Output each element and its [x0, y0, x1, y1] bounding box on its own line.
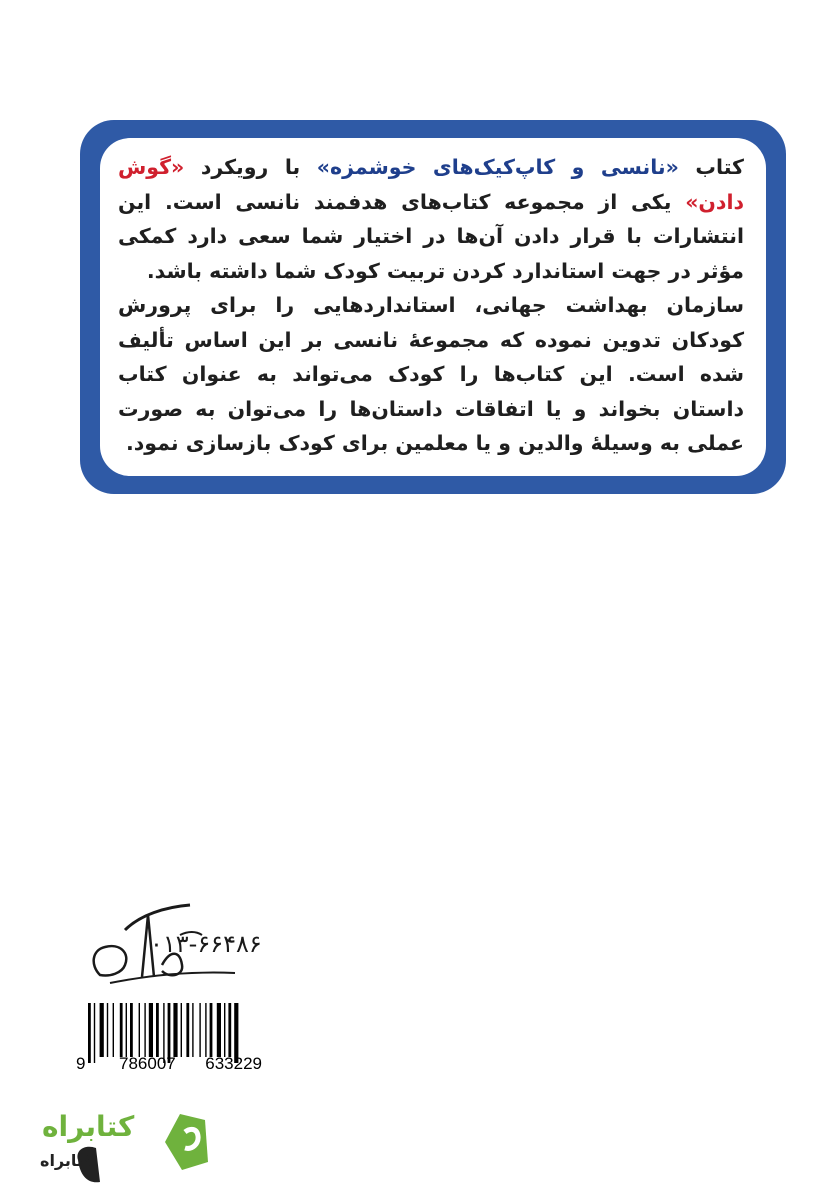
barcode-bar	[217, 1003, 221, 1057]
publisher-phone: ۰۱۳-۶۶۴۸۶	[150, 930, 262, 958]
approach-label: «گوش دادن»	[118, 155, 744, 214]
barcode-bar	[139, 1003, 140, 1057]
barcode-bar	[144, 1003, 145, 1057]
barcode-bar	[181, 1003, 182, 1057]
barcode-bar	[228, 1003, 231, 1057]
barcode-bar	[100, 1003, 104, 1057]
barcode-bar	[126, 1003, 127, 1057]
barcode-bar	[156, 1003, 159, 1057]
barcode-bar	[120, 1003, 123, 1057]
description-text	[118, 150, 744, 461]
ketabrah-brand: کتابراه	[42, 1110, 135, 1143]
barcode-bar	[224, 1003, 225, 1057]
isbn-group-1: 786007	[119, 1054, 176, 1073]
barcode-bar	[210, 1003, 213, 1057]
barcode-bar	[199, 1003, 200, 1057]
intro-prefix: کتاب	[678, 155, 744, 179]
isbn-first-digit: 9	[76, 1054, 86, 1073]
description-paragraph-2: سازمان بهداشت جهانی، استانداردهایی را برای پرورش کودکان تدوین نموده که مجموعهٔ نانسی بر این اساس تألیف شده است. این کتاب‌ها را کودک می‌تواند به عنوان کتاب داستان بخواند و یا اتفاقات داستان‌ها را می‌توان به صورت عملی به وسیلهٔ والدین و یا معلمین برای کودک بازسازی نمود.	[118, 293, 744, 455]
barcode-bar	[186, 1003, 189, 1057]
barcode-bar	[113, 1003, 114, 1057]
approach-text: با رویکرد	[184, 155, 317, 179]
description-frame	[80, 120, 786, 494]
barcode-bar	[205, 1003, 206, 1057]
barcode-bar	[173, 1003, 177, 1057]
ketabrah-brand-small: کتابراه	[40, 1151, 93, 1170]
barcode-bar	[130, 1003, 133, 1057]
barcode-bar	[107, 1003, 108, 1057]
barcode-bar	[149, 1003, 153, 1057]
description-paragraph-1	[118, 150, 744, 288]
isbn-group-2: 633229	[205, 1054, 262, 1073]
description-box	[100, 138, 766, 476]
isbn-number	[76, 1054, 262, 1074]
paragraph-1-body: یکی از مجموعه کتاب‌های هدفمند نانسی است. این انتشارات با قرار دادن آن‌ها در اختیار شما سعی دارد کمکی مؤثر در جهت استاندارد کردن تربیت کودک شما داشته باشد.	[118, 189, 744, 283]
book-title: «نانسی و کاپ‌کیک‌های خوشمزه»	[316, 155, 679, 179]
barcode-bar	[192, 1003, 193, 1057]
